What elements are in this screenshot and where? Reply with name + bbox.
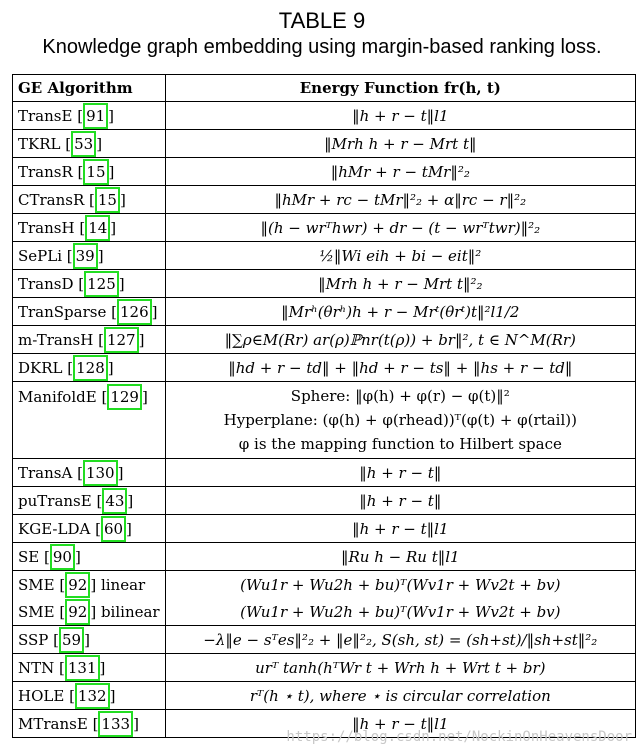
algorithm-name: SME bbox=[18, 602, 55, 621]
header-algorithm: GE Algorithm bbox=[13, 75, 166, 102]
table-row bbox=[13, 130, 636, 158]
citation-link[interactable]: 59 bbox=[59, 627, 84, 653]
citation-link[interactable]: 14 bbox=[85, 215, 110, 241]
citation-link[interactable]: 53 bbox=[71, 131, 96, 157]
table-row bbox=[13, 382, 636, 459]
energy-function-table bbox=[12, 74, 636, 738]
algorithm-variant: linear bbox=[100, 575, 146, 594]
algorithm-cell: m-TransH [ 127 ] bbox=[13, 326, 166, 354]
energy-function: ‖h + r − t‖ bbox=[165, 487, 635, 515]
table-row bbox=[13, 354, 636, 382]
algorithm-name: SePLi bbox=[18, 246, 63, 265]
citation-link[interactable]: 128 bbox=[73, 355, 108, 381]
table-row bbox=[13, 298, 636, 326]
table-row bbox=[13, 543, 636, 571]
header-row bbox=[13, 75, 636, 102]
energy-function: ‖Mrʰ(θrʰ)h + r − Mrᵗ(θrᵗ)t‖²l1/2 bbox=[165, 298, 635, 326]
table-row bbox=[13, 515, 636, 543]
citation-link[interactable]: 92 bbox=[65, 572, 90, 598]
energy-function: ‖(h − wrᵀhwr) + dr − (t − wrᵀtwr)‖²₂ bbox=[165, 214, 635, 242]
energy-function: rᵀ(h ⋆ t), where ⋆ is circular correlation bbox=[165, 682, 635, 710]
algorithm-name: HOLE bbox=[18, 686, 65, 705]
algorithm-name: m-TransH bbox=[18, 330, 94, 349]
citation-link[interactable]: 132 bbox=[75, 683, 110, 709]
citation-link[interactable]: 60 bbox=[101, 516, 126, 542]
energy-function: ‖h + r − t‖ bbox=[165, 459, 635, 487]
citation-link[interactable]: 127 bbox=[104, 327, 139, 353]
algorithm-cell: KGE-LDA [ 60 ] bbox=[13, 515, 166, 543]
citation-link[interactable]: 130 bbox=[83, 460, 118, 486]
energy-function: ‖Mrh h + r − Mrt t‖ bbox=[165, 130, 635, 158]
algorithm-cell: puTransE [ 43 ] bbox=[13, 487, 166, 515]
algorithm-cell: SSP [ 59 ] bbox=[13, 626, 166, 654]
citation-link[interactable]: 15 bbox=[95, 187, 120, 213]
algorithm-name: puTransE bbox=[18, 491, 92, 510]
table-row bbox=[13, 654, 636, 682]
energy-function-line: Sphere: ‖φ(h) + φ(r) − φ(t)‖² bbox=[290, 387, 510, 405]
citation-link[interactable]: 43 bbox=[102, 488, 127, 514]
citation-link[interactable]: 39 bbox=[73, 243, 98, 269]
algorithm-name: SSP bbox=[18, 630, 49, 649]
algorithm-cell: HOLE [ 132 ] bbox=[13, 682, 166, 710]
algorithm-cell: TKRL [ 53 ] bbox=[13, 130, 166, 158]
citation-link[interactable]: 90 bbox=[50, 544, 75, 570]
algorithm-name: ManifoldE bbox=[18, 388, 97, 406]
energy-function-line: Hyperplane: (φ(h) + φ(rhead))ᵀ(φ(t) + φ(rtail)) bbox=[223, 411, 577, 429]
energy-function bbox=[165, 382, 635, 459]
algorithm-cell: DKRL [ 128 ] bbox=[13, 354, 166, 382]
algorithm-cell: NTN [ 131 ] bbox=[13, 654, 166, 682]
algorithm-cell: TranSparse [ 126 ] bbox=[13, 298, 166, 326]
citation-link[interactable]: 129 bbox=[107, 384, 142, 410]
table-row bbox=[13, 598, 636, 626]
energy-function: urᵀ tanh(hᵀWr t + Wrh h + Wrt t + br) bbox=[165, 654, 635, 682]
citation-link[interactable]: 125 bbox=[84, 271, 119, 297]
table-row bbox=[13, 270, 636, 298]
energy-function: ‖∑ρ∈M(Rr) ar(ρ)ℙnr(t(ρ)) + br‖², t ∈ N^M(Rr) bbox=[165, 326, 635, 354]
algorithm-name: TransE bbox=[18, 106, 73, 125]
table-row bbox=[13, 242, 636, 270]
table-row bbox=[13, 186, 636, 214]
algorithm-name: DKRL bbox=[18, 358, 63, 377]
table-row bbox=[13, 102, 636, 130]
energy-function: ‖hd + r − td‖ + ‖hd + r − ts‖ + ‖hs + r − td‖ bbox=[165, 354, 635, 382]
algorithm-name: TKRL bbox=[18, 134, 61, 153]
algorithm-cell: SE [ 90 ] bbox=[13, 543, 166, 571]
energy-function: ‖h + r − t‖l1 bbox=[165, 710, 635, 738]
algorithm-name: SE bbox=[18, 547, 40, 566]
table-row bbox=[13, 682, 636, 710]
algorithm-name: TransH bbox=[18, 218, 75, 237]
algorithm-cell: TransA [ 130 ] bbox=[13, 459, 166, 487]
algorithm-cell: TransR [ 15 ] bbox=[13, 158, 166, 186]
table-row bbox=[13, 626, 636, 654]
algorithm-cell: SME [ 92 ] linear bbox=[13, 571, 166, 599]
energy-function: ½‖Wi eih + bi − eit‖² bbox=[165, 242, 635, 270]
algorithm-cell: MTransE [ 133 ] bbox=[13, 710, 166, 738]
header-energy-function: Energy Function fr(h, t) bbox=[165, 75, 635, 102]
energy-function: (Wu1r + Wu2h + bu)ᵀ(Wv1r + Wv2t + bv) bbox=[165, 598, 635, 626]
algorithm-name: NTN bbox=[18, 658, 55, 677]
table-row bbox=[13, 571, 636, 599]
algorithm-name: TransA bbox=[18, 463, 73, 482]
table-row bbox=[13, 487, 636, 515]
table-row bbox=[13, 214, 636, 242]
energy-function: (Wu1r + Wu2h + bu)ᵀ(Wv1r + Wv2t + bv) bbox=[165, 571, 635, 599]
table-row bbox=[13, 459, 636, 487]
energy-function: ‖Ru h − Ru t‖l1 bbox=[165, 543, 635, 571]
table-label: TABLE 9 bbox=[278, 8, 366, 33]
energy-function: ‖h + r − t‖l1 bbox=[165, 102, 635, 130]
energy-function-line: φ is the mapping function to Hilbert space bbox=[238, 435, 562, 453]
algorithm-name: TranSparse bbox=[18, 302, 107, 321]
algorithm-name: SME bbox=[18, 575, 55, 594]
table-caption: Knowledge graph embedding using margin-based ranking loss. bbox=[42, 36, 602, 58]
algorithm-cell: ManifoldE [ 129 ] bbox=[13, 382, 166, 459]
energy-function: ‖hMr + rc − tMr‖²₂ + α‖rc − r‖²₂ bbox=[165, 186, 635, 214]
energy-function: ‖Mrh h + r − Mrt t‖²₂ bbox=[165, 270, 635, 298]
algorithm-cell: TransD [ 125 ] bbox=[13, 270, 166, 298]
citation-link[interactable]: 91 bbox=[83, 103, 108, 129]
citation-link[interactable]: 15 bbox=[83, 159, 108, 185]
citation-link[interactable]: 126 bbox=[117, 299, 152, 325]
table-row bbox=[13, 326, 636, 354]
algorithm-name: MTransE bbox=[18, 714, 88, 733]
algorithm-variant: bilinear bbox=[100, 602, 160, 621]
energy-function: ‖hMr + r − tMr‖²₂ bbox=[165, 158, 635, 186]
algorithm-name: KGE-LDA bbox=[18, 519, 91, 538]
algorithm-name: TransD bbox=[18, 274, 74, 293]
algorithm-cell: SME [ 92 ] bilinear bbox=[13, 598, 166, 626]
citation-link[interactable]: 131 bbox=[65, 655, 100, 681]
algorithm-cell: CTransR [ 15 ] bbox=[13, 186, 166, 214]
watermark: https://blog.csdn.net/NockinOnHeavensDoor bbox=[286, 729, 632, 745]
algorithm-name: TransR bbox=[18, 162, 73, 181]
citation-link[interactable]: 92 bbox=[65, 599, 90, 625]
algorithm-cell: TransE [ 91 ] bbox=[13, 102, 166, 130]
algorithm-cell: TransH [ 14 ] bbox=[13, 214, 166, 242]
energy-function: ‖h + r − t‖l1 bbox=[165, 515, 635, 543]
algorithm-cell: SePLi [ 39 ] bbox=[13, 242, 166, 270]
table-row bbox=[13, 158, 636, 186]
citation-link[interactable]: 133 bbox=[98, 711, 133, 737]
algorithm-name: CTransR bbox=[18, 190, 85, 209]
energy-function: −λ‖e − sᵀes‖²₂ + ‖e‖²₂, S(sh, st) = (sh+st)/‖sh+st‖²₂ bbox=[165, 626, 635, 654]
